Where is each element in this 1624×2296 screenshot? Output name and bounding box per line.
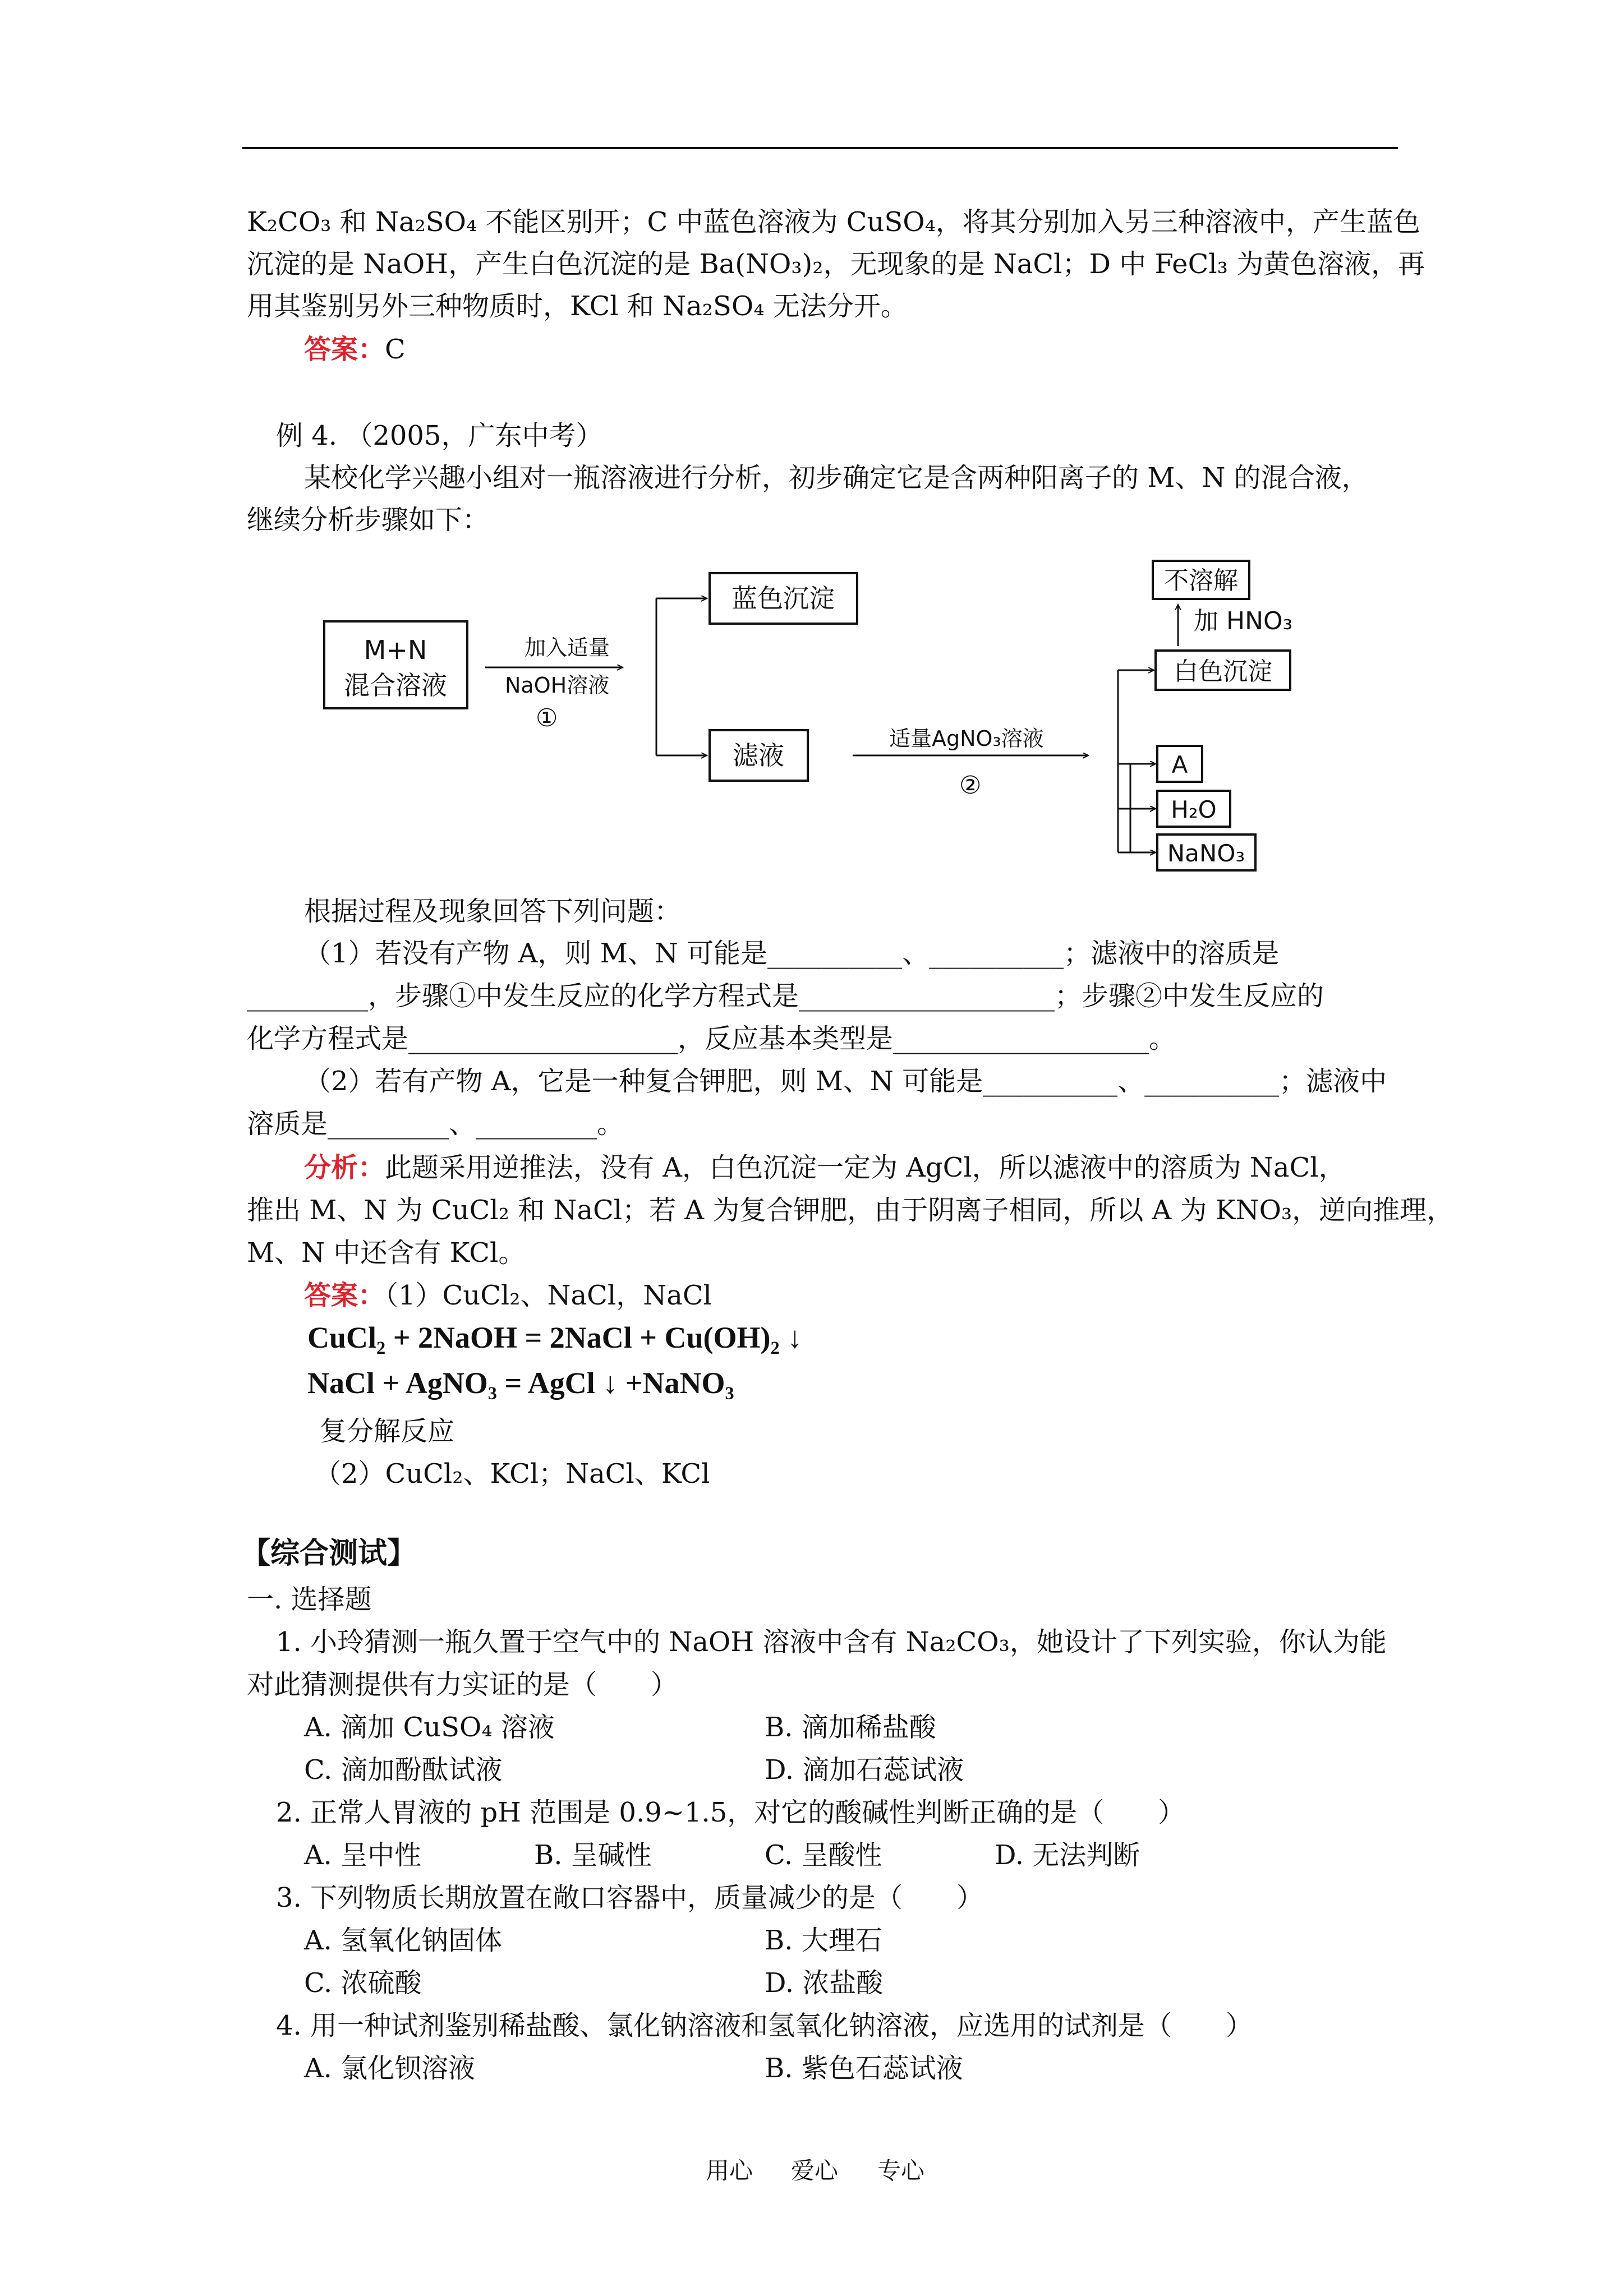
option: B. 呈碱性 [534,1839,652,1871]
question-lead: 根据过程及现象回答下列问题： [304,896,682,927]
paragraph-line: 沉淀的是 NaOH，产生白色沉淀的是 Ba(NO₃)₂，无现象的是 NaCl；D 中 FeCl₃ 为黄色溶液，再 [247,248,1425,280]
equation-1: CuCl₂ + 2NaOH = 2NaCl + Cu(OH)₂ ↓ [307,1321,803,1354]
step1-number: ① [536,704,558,732]
reaction-type: 复分解反应 [320,1416,455,1447]
question-line: 3. 下列物质长期放置在敞口容器中，质量减少的是（ ） [276,1882,984,1914]
question-line: 4. 用一种试剂鉴别稀盐酸、氯化钠溶液和氢氧化钠溶液，应选用的试剂是（ ） [276,2010,1253,2041]
option: D. 无法判断 [995,1839,1140,1871]
step1-label-2: NaOH溶液 [505,673,610,698]
paragraph-line: 用其鉴别另外三种物质时，KCl 和 Na₂SO₄ 无法分开。 [247,291,908,322]
section-heading: 【综合测试】 [241,1536,417,1570]
question-line: _________，步骤①中发生反应的化学方程式是___________________；步骤②中发生反应的 [247,980,1324,1012]
answer-line [304,333,406,366]
step1-label-1: 加入适量 [525,635,610,660]
insoluble-label: 不溶解 [1164,566,1238,595]
footer-word: 用心 [706,2157,753,2184]
blue-precipitate-label: 蓝色沉淀 [732,583,835,614]
add-hno3-label: 加 HNO₃ [1194,607,1293,635]
option: C. 滴加酚酞试液 [304,1754,503,1786]
option: B. 大理石 [765,1925,882,1956]
analysis-line: 推出 M、N 为 CuCl₂ 和 NaCl；若 A 为复合钾肥，由于阴离子相同，所以 A 为 KNO₃，逆向推理， [247,1195,1454,1226]
option: C. 浓硫酸 [304,1967,422,1999]
header-rule [242,147,1398,149]
answer-line: （2）CuCl₂、KCl；NaCl、KCl [314,1458,710,1490]
question-line: 对此猜测提供有力实证的是（ ） [247,1669,678,1700]
question-line: 溶质是_________、_________。 [247,1108,624,1140]
option: D. 浓盐酸 [765,1967,884,1999]
analysis-line [304,1151,1346,1184]
analysis-line: M、N 中还含有 KCl。 [247,1237,526,1269]
answer-line [304,1279,712,1312]
question-line: 1. 小玲猜测一瓶久置于空气中的 NaOH 溶液中含有 Na₂CO₃，她设计了下列实验，你认为能 [276,1626,1387,1658]
analysis-label: 分析： [304,1152,385,1183]
start-label-1: M+N [364,635,427,665]
example-title: 例 4. （2005，广东中考） [276,420,603,451]
option: A. 呈中性 [304,1839,422,1871]
answer-value: C [385,334,406,365]
analysis-text: 此题采用逆推法，没有 A，白色沉淀一定为 AgCl，所以滤液中的溶质为 NaCl， [385,1152,1346,1183]
option: A. 氢氧化钠固体 [304,1925,503,1956]
answer-label: 答案： [304,334,385,365]
question-line: （2）若有产物 A，它是一种复合钾肥，则 M、N 可能是__________、__________；滤液中 [304,1066,1387,1097]
example-intro-line: 某校化学兴趣小组对一瓶溶液进行分析，初步确定它是含两种阳离子的 M、N 的混合液， [304,462,1369,494]
option: B. 滴加稀盐酸 [765,1712,936,1743]
step2-number: ② [959,771,982,800]
product-h2o-label: H₂O [1171,796,1217,823]
option: D. 滴加石蕊试液 [765,1754,964,1786]
white-precipitate-label: 白色沉淀 [1174,657,1272,686]
option: C. 呈酸性 [765,1839,882,1871]
flow-diagram [314,550,1293,886]
footer-word: 爱心 [791,2157,839,2184]
option: B. 紫色石蕊试液 [765,2053,963,2084]
filtrate-label: 滤液 [733,740,784,771]
answer-label: 答案： [304,1280,385,1311]
equation-2: NaCl + AgNO₃ = AgCl ↓ +NaNO₃ [307,1366,734,1400]
option: A. 氯化钡溶液 [304,2053,476,2084]
footer-word: 专心 [877,2157,925,2184]
subsection-heading: 一. 选择题 [247,1584,372,1615]
question-line: 2. 正常人胃液的 pH 范围是 0.9~1.5，对它的酸碱性判断正确的是（ ） [276,1797,1185,1828]
question-line: （1）若没有产物 A，则 M、N 可能是__________、__________；滤液中的溶质是 [304,938,1280,969]
step2-label: 适量AgNO₃溶液 [889,726,1044,751]
product-a-label: A [1171,751,1188,778]
paragraph-line: K₂CO₃ 和 Na₂SO₄ 不能区别开；C 中蓝色溶液为 CuSO₄，将其分别加入另三种溶液中，产生蓝色 [247,206,1420,238]
example-intro-line: 继续分析步骤如下： [247,504,490,536]
product-nano3-label: NaNO₃ [1167,840,1245,867]
question-line: 化学方程式是____________________，反应基本类型是___________________。 [247,1023,1176,1054]
start-label-2: 混合溶液 [344,670,447,700]
answer-text: （1）CuCl₂、NaCl，NaCl [385,1280,712,1311]
option: A. 滴加 CuSO₄ 溶液 [304,1712,555,1743]
